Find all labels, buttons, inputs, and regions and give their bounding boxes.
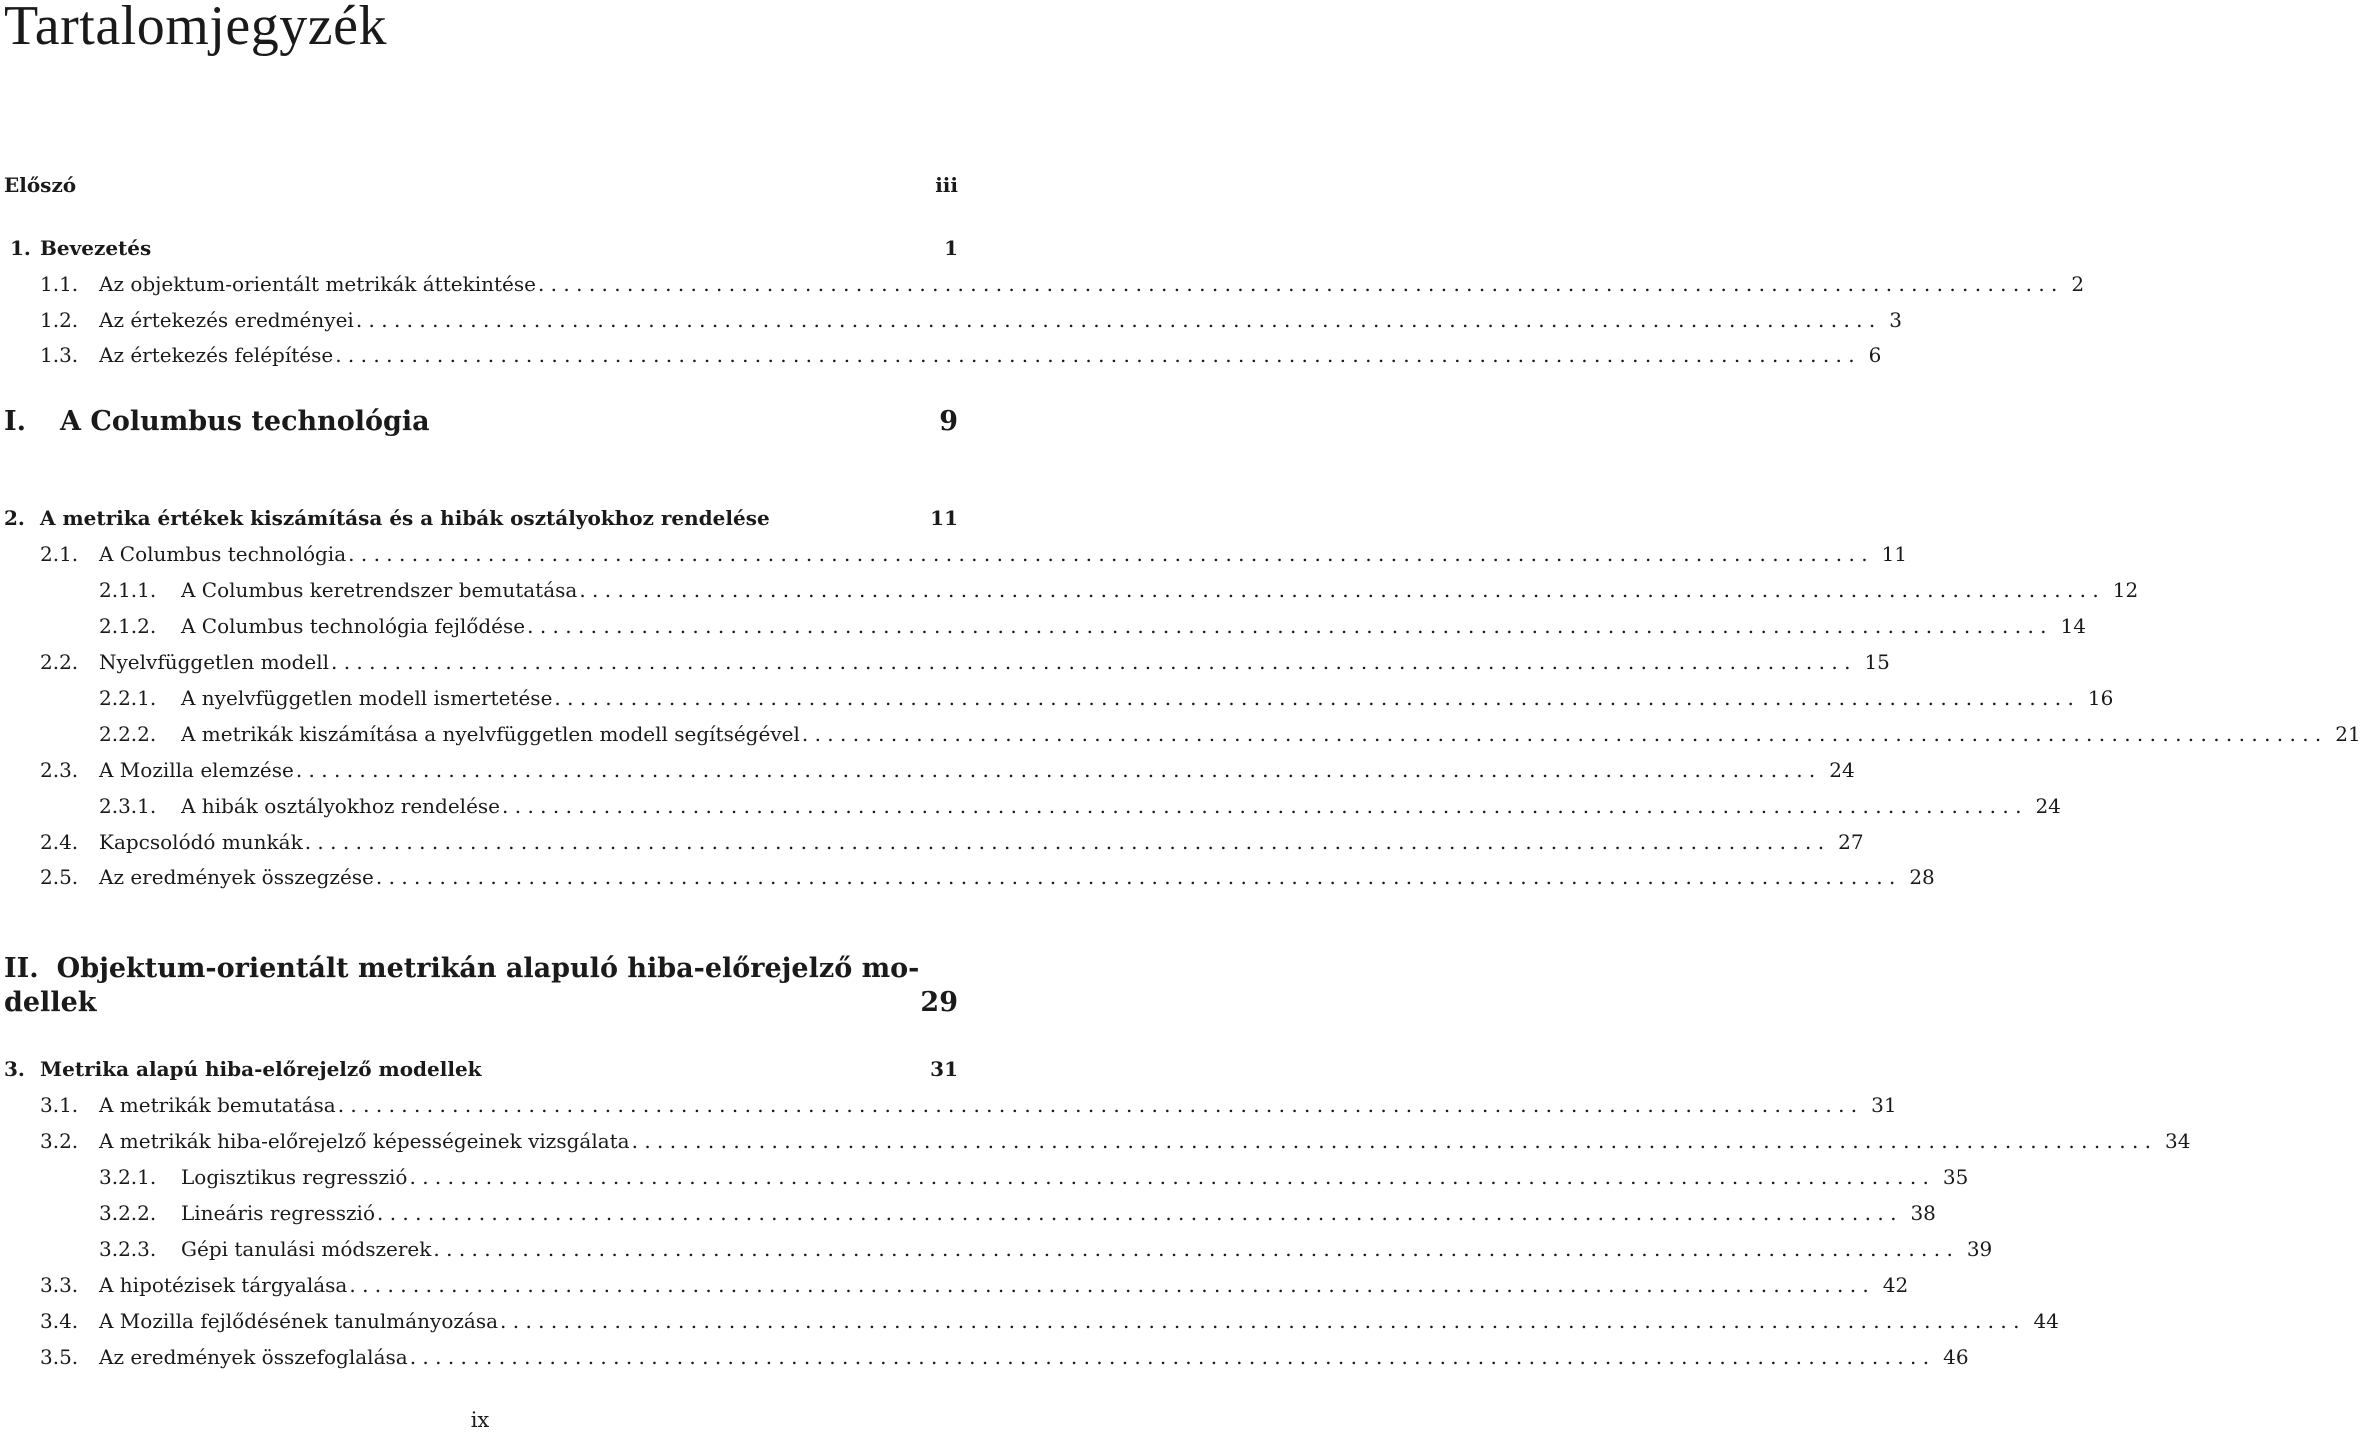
toc-page-number: 34 <box>2165 1129 2191 1153</box>
dot-leader: . . . . . . . . . . . . . . . . . . . . . . . . . . . . . . . . . . . . . . . . . . . . . . . . . . . . . . . . . . . . . . . . . . . . . . . . . . . . . . . . . . . . . . . . . . . . . . . . . . . . . . . . . . . . . . . . . . . . . . . . <box>433 1237 1953 1261</box>
toc-entry-number: 2.1. <box>40 542 79 566</box>
toc-page-number: 16 <box>2087 686 2114 710</box>
toc-entry-number: 2.3. <box>40 758 79 782</box>
dot-leader: . . . . . . . . . . . . . . . . . . . . . . . . . . . . . . . . . . . . . . . . . . . . . . . . . . . . . . . . . . . . . . . . . . . . . . . . . . . . . . . . . . . . . . . . . . . . . . . . . . . . . . . . . . . . . . . . . . . . . . . . <box>377 1201 1897 1225</box>
toc-entry-number: 2.2.2. <box>99 722 157 746</box>
toc-entry-title: Bevezetés <box>40 236 152 260</box>
toc-chapter-entry[interactable] <box>0 1056 960 1082</box>
toc-entry-number: 2.4. <box>40 830 79 854</box>
toc-page-number: 11 <box>1881 542 1908 566</box>
toc-entry-title: Az objektum-orientált metrikák áttekintése <box>99 272 536 296</box>
toc-part-entry[interactable] <box>0 405 960 439</box>
toc-entry-title: A Columbus technológia <box>99 542 347 566</box>
toc-entry[interactable] <box>0 1200 1936 1226</box>
toc-entry-title: Nyelvfüggetlen modell <box>99 650 329 674</box>
toc-page-number: 38 <box>1910 1201 1936 1225</box>
toc-entry[interactable] <box>0 1272 1909 1298</box>
toc-entry[interactable] <box>0 271 2085 297</box>
toc-entry-title: Logisztikus regresszió <box>181 1165 408 1189</box>
dot-leader: . . . . . . . . . . . . . . . . . . . . . . . . . . . . . . . . . . . . . . . . . . . . . . . . . . . . . . . . . . . . . . . . . . . . . . . . . . . . . . . . . . . . . . . . . . . . . . . . . . . . . . . . . . . . . . . . . . . . . . . . <box>631 1129 2152 1153</box>
toc-entry-number: 3.5. <box>40 1345 79 1369</box>
toc-entry-title: A Columbus keretrendszer bemutatása <box>181 578 578 602</box>
toc-part-title-line1: Objektum-orientált metrikán alapuló hiba-előrejelző mo- <box>56 953 920 984</box>
toc-entry-title: A metrikák hiba-előrejelző képességeinek vizsgálata <box>99 1129 630 1153</box>
toc-entry[interactable] <box>0 1092 1897 1118</box>
toc-entry[interactable] <box>0 613 2086 639</box>
dot-leader: . . . . . . . . . . . . . . . . . . . . . . . . . . . . . . . . . . . . . . . . . . . . . . . . . . . . . . . . . . . . . . . . . . . . . . . . . . . . . . . . . . . . . . . . . . . . . . . . . . . . . . . . . . . . . . . . . . . . . . . . <box>801 722 2322 746</box>
toc-entry-title: Kapcsolódó munkák <box>99 830 303 854</box>
toc-entry-number: 3.4. <box>40 1309 79 1333</box>
toc-entry[interactable] <box>0 1128 2191 1154</box>
toc-entry-title: A metrikák kiszámítása a nyelvfüggetlen modell segítségével <box>181 722 800 746</box>
toc-page-number: 9 <box>939 406 958 437</box>
toc-entry-title: Az értekezés eredményei <box>99 308 354 332</box>
toc-chapter-entry[interactable] <box>0 235 960 261</box>
toc-entry[interactable] <box>0 1164 1969 1190</box>
toc-page-number: 28 <box>1909 865 1935 889</box>
toc-page-number: iii <box>935 173 958 197</box>
toc-entry[interactable] <box>0 577 2139 603</box>
toc-entry-number: I. <box>4 406 27 437</box>
dot-leader: . . . . . . . . . . . . . . . . . . . . . . . . . . . . . . . . . . . . . . . . . . . . . . . . . . . . . . . . . . . . . . . . . . . . . . . . . . . . . . . . . . . . . . . . . . . . . . . . . . . . . . . . . . . . . . . . . . . . . . . . <box>537 272 2058 296</box>
toc-entry-title: A Columbus technológia fejlődése <box>181 614 526 638</box>
toc-page-number: 11 <box>930 506 958 530</box>
toc-page-number: 12 <box>2112 578 2139 602</box>
toc-entry-number: 3. <box>4 1057 25 1081</box>
toc-entry[interactable] <box>0 685 2114 711</box>
toc-page-number: 29 <box>920 987 958 1018</box>
dot-leader: . . . . . . . . . . . . . . . . . . . . . . . . . . . . . . . . . . . . . . . . . . . . . . . . . . . . . . . . . . . . . . . . . . . . . . . . . . . . . . . . . . . . . . . . . . . . . . . . . . . . . . . . . . . . . . . . . . . . . . . . <box>348 542 1868 566</box>
toc-entry[interactable] <box>0 864 1935 890</box>
toc-entry-title: A Mozilla elemzése <box>99 758 294 782</box>
toc-entry-number: 2.2. <box>40 650 79 674</box>
toc-entry[interactable] <box>0 757 1855 783</box>
dot-leader: . . . . . . . . . . . . . . . . . . . . . . . . . . . . . . . . . . . . . . . . . . . . . . . . . . . . . . . . . . . . . . . . . . . . . . . . . . . . . . . . . . . . . . . . . . . . . . . . . . . . . . . . . . . . . . . . . . . . . . . . <box>349 1273 1869 1297</box>
toc-entry-number: 1. <box>10 236 31 260</box>
toc-entry[interactable] <box>0 1308 2059 1334</box>
toc-entry-number: 1.2. <box>40 308 79 332</box>
toc-page-number: 6 <box>1868 343 1882 367</box>
toc-entry-number: 2. <box>4 506 25 530</box>
toc-page-number: 2 <box>2071 272 2085 296</box>
toc-entry-number: 3.2. <box>40 1129 79 1153</box>
toc-entry-title: Az értekezés felépítése <box>99 343 334 367</box>
toc-entry[interactable] <box>0 307 1902 333</box>
toc-entry[interactable] <box>0 541 1908 567</box>
toc-page-number: 44 <box>2033 1309 2059 1333</box>
toc-chapter-entry[interactable] <box>0 172 960 198</box>
toc-page-number: 27 <box>1838 830 1864 854</box>
dot-leader: . . . . . . . . . . . . . . . . . . . . . . . . . . . . . . . . . . . . . . . . . . . . . . . . . . . . . . . . . . . . . . . . . . . . . . . . . . . . . . . . . . . . . . . . . . . . . . . . . . . . . . . . . . . . . . . . . . . . . . . . <box>554 686 2074 710</box>
dot-leader: . . . . . . . . . . . . . . . . . . . . . . . . . . . . . . . . . . . . . . . . . . . . . . . . . . . . . . . . . . . . . . . . . . . . . . . . . . . . . . . . . . . . . . . . . . . . . . . . . . . . . . . . . . . . . . . . . . . . . . . . <box>502 794 2022 818</box>
toc-entry-number: 3.3. <box>40 1273 79 1297</box>
dot-leader: . . . . . . . . . . . . . . . . . . . . . . . . . . . . . . . . . . . . . . . . . . . . . . . . . . . . . . . . . . . . . . . . . . . . . . . . . . . . . . . . . . . . . . . . . . . . . . . . . . . . . . . . . . . . . . . . . . . . . . . . <box>337 1093 1858 1117</box>
page-number-footer: ix <box>470 1408 490 1432</box>
dot-leader: . . . . . . . . . . . . . . . . . . . . . . . . . . . . . . . . . . . . . . . . . . . . . . . . . . . . . . . . . . . . . . . . . . . . . . . . . . . . . . . . . . . . . . . . . . . . . . . . . . . . . . . . . . . . . . . . . . . . . . . . <box>409 1165 1929 1189</box>
toc-page-number: 35 <box>1942 1165 1969 1189</box>
dot-leader: . . . . . . . . . . . . . . . . . . . . . . . . . . . . . . . . . . . . . . . . . . . . . . . . . . . . . . . . . . . . . . . . . . . . . . . . . . . . . . . . . . . . . . . . . . . . . . . . . . . . . . . . . . . . . . . . . . . . . . . . <box>500 1309 2020 1333</box>
toc-entry[interactable] <box>0 649 1890 675</box>
toc-part-title-line2: dellek <box>4 987 97 1018</box>
dot-leader: . . . . . . . . . . . . . . . . . . . . . . . . . . . . . . . . . . . . . . . . . . . . . . . . . . . . . . . . . . . . . . . . . . . . . . . . . . . . . . . . . . . . . . . . . . . . . . . . . . . . . . . . . . . . . . . . . . . . . . . . <box>409 1345 1930 1369</box>
toc-page-number: 31 <box>930 1057 958 1081</box>
dot-leader: . . . . . . . . . . . . . . . . . . . . . . . . . . . . . . . . . . . . . . . . . . . . . . . . . . . . . . . . . . . . . . . . . . . . . . . . . . . . . . . . . . . . . . . . . . . . . . . . . . . . . . . . . . . . . . . . . . . . . . . . <box>375 865 1896 889</box>
dot-leader: . . . . . . . . . . . . . . . . . . . . . . . . . . . . . . . . . . . . . . . . . . . . . . . . . . . . . . . . . . . . . . . . . . . . . . . . . . . . . . . . . . . . . . . . . . . . . . . . . . . . . . . . . . . . . . . . . . . . . . . . <box>295 758 1816 782</box>
dot-leader: . . . . . . . . . . . . . . . . . . . . . . . . . . . . . . . . . . . . . . . . . . . . . . . . . . . . . . . . . . . . . . . . . . . . . . . . . . . . . . . . . . . . . . . . . . . . . . . . . . . . . . . . . . . . . . . . . . . . . . . . <box>331 650 1851 674</box>
toc-page-number: 46 <box>1943 1345 1969 1369</box>
toc-entry-number: 2.5. <box>40 865 79 889</box>
toc-entry-title: A metrikák bemutatása <box>99 1093 336 1117</box>
toc-page-number: 24 <box>2035 794 2061 818</box>
toc-entry[interactable] <box>0 1236 1993 1262</box>
toc-entry-title: A metrika értékek kiszámítása és a hibák osztályokhoz rendelése <box>40 506 770 530</box>
toc-entry[interactable] <box>0 1344 1969 1370</box>
toc-entry-number: 2.1.1. <box>99 578 157 602</box>
toc-entry[interactable] <box>0 342 1882 368</box>
dot-leader: . . . . . . . . . . . . . . . . . . . . . . . . . . . . . . . . . . . . . . . . . . . . . . . . . . . . . . . . . . . . . . . . . . . . . . . . . . . . . . . . . . . . . . . . . . . . . . . . . . . . . . . . . . . . . . . . . . . . . . . . <box>304 830 1825 854</box>
dot-leader: . . . . . . . . . . . . . . . . . . . . . . . . . . . . . . . . . . . . . . . . . . . . . . . . . . . . . . . . . . . . . . . . . . . . . . . . . . . . . . . . . . . . . . . . . . . . . . . . . . . . . . . . . . . . . . . . . . . . . . . . <box>335 343 1855 367</box>
toc-part-number: II. <box>4 953 39 984</box>
toc-entry-title: Lineáris regresszió <box>181 1201 375 1225</box>
toc-entry[interactable] <box>0 829 1864 855</box>
toc-entry-number: 3.2.2. <box>99 1201 157 1225</box>
toc-entry-title: A hibák osztályokhoz rendelése <box>181 794 501 818</box>
toc-entry-title: A Columbus technológia <box>60 406 430 437</box>
toc-entry-title: Metrika alapú hiba-előrejelző modellek <box>40 1057 482 1081</box>
toc-entry-title: A nyelvfüggetlen modell ismertetése <box>181 686 553 710</box>
toc-entry[interactable] <box>0 793 2061 819</box>
dot-leader: . . . . . . . . . . . . . . . . . . . . . . . . . . . . . . . . . . . . . . . . . . . . . . . . . . . . . . . . . . . . . . . . . . . . . . . . . . . . . . . . . . . . . . . . . . . . . . . . . . . . . . . . . . . . . . . . . . . . . . . . <box>355 308 1876 332</box>
toc-entry-number: 3.1. <box>40 1093 79 1117</box>
dot-leader: . . . . . . . . . . . . . . . . . . . . . . . . . . . . . . . . . . . . . . . . . . . . . . . . . . . . . . . . . . . . . . . . . . . . . . . . . . . . . . . . . . . . . . . . . . . . . . . . . . . . . . . . . . . . . . . . . . . . . . . . <box>579 578 2099 602</box>
toc-page-number: 31 <box>1871 1093 1897 1117</box>
toc-entry-title: A hipotézisek tárgyalása <box>99 1273 348 1297</box>
toc-page-number: 21 <box>2335 722 2361 746</box>
toc-entry-title: Gépi tanulási módszerek <box>181 1237 432 1261</box>
toc-page-number: 42 <box>1882 1273 1909 1297</box>
toc-entry-title: A Mozilla fejlődésének tanulmányozása <box>99 1309 499 1333</box>
toc-entry-number: 2.2.1. <box>99 686 157 710</box>
toc-entry-title: Az eredmények összegzése <box>99 865 374 889</box>
toc-page-number: 1 <box>944 236 958 260</box>
toc-entry-number: 3.2.3. <box>99 1237 157 1261</box>
toc-chapter-entry[interactable] <box>0 505 960 531</box>
toc-page-number: 15 <box>1864 650 1890 674</box>
toc-part-entry[interactable] <box>4 952 960 1020</box>
toc-page-number: 24 <box>1829 758 1855 782</box>
toc-entry-number: 3.2.1. <box>99 1165 157 1189</box>
toc-entry-number: 2.1.2. <box>99 614 157 638</box>
toc-entry-title: Előszó <box>4 173 77 197</box>
toc-page-number: 14 <box>2060 614 2086 638</box>
toc-page-number: 39 <box>1966 1237 1993 1261</box>
page-title: Tartalomjegyzék <box>4 0 387 57</box>
toc-page-number: 3 <box>1889 308 1902 332</box>
toc-entry-number: 1.1. <box>40 272 79 296</box>
toc-entry-number: 1.3. <box>40 343 79 367</box>
toc-entry-number: 2.3.1. <box>99 794 157 818</box>
toc-entry-title: Az eredmények összefoglalása <box>99 1345 408 1369</box>
dot-leader: . . . . . . . . . . . . . . . . . . . . . . . . . . . . . . . . . . . . . . . . . . . . . . . . . . . . . . . . . . . . . . . . . . . . . . . . . . . . . . . . . . . . . . . . . . . . . . . . . . . . . . . . . . . . . . . . . . . . . . . . <box>527 614 2047 638</box>
toc-entry[interactable] <box>0 721 2361 747</box>
